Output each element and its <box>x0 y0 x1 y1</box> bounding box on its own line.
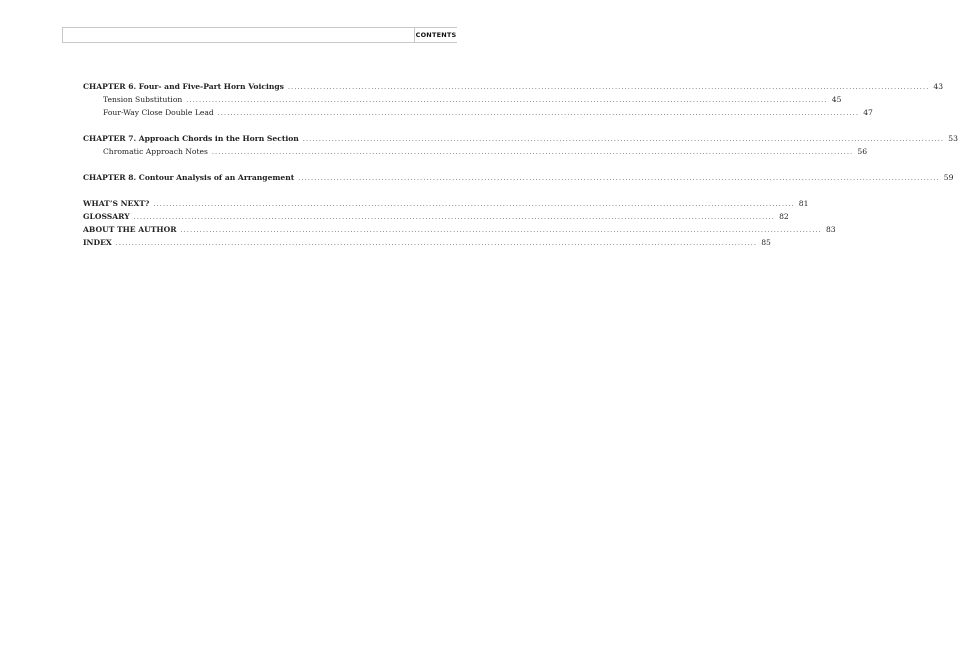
toc-entry[interactable] <box>83 132 958 145</box>
toc-entry-page: 56 <box>857 147 868 156</box>
spacer <box>83 184 417 197</box>
toc-entry-page: 83 <box>825 225 836 234</box>
toc-entry[interactable] <box>83 210 789 223</box>
toc-entry-page: 82 <box>779 212 789 221</box>
toc-subentry[interactable] <box>83 145 868 158</box>
table-of-contents <box>83 80 958 249</box>
dot-leader: ........................................................................................................................................................................................................ <box>133 214 776 221</box>
toc-entry-title: CHAPTER 8. Contour Analysis of an Arrangement <box>83 173 295 182</box>
toc-entry-page: 45 <box>831 95 842 104</box>
dot-leader: ........................................................................................................................................................................................................ <box>153 201 795 208</box>
toc-entry-title: Tension Substitution <box>103 95 183 104</box>
toc-entry[interactable] <box>83 223 836 236</box>
dot-leader: ........................................................................................................................................................................................................ <box>298 175 940 182</box>
section-tab-label: CONTENTS <box>414 27 457 43</box>
toc-entry-title: WHAT’S NEXT? <box>83 199 150 208</box>
spacer <box>83 158 417 171</box>
toc-entry-title: Chromatic Approach Notes <box>103 147 208 156</box>
toc-chapter-6 <box>83 80 944 119</box>
toc-entry[interactable] <box>83 171 954 184</box>
dot-leader: ........................................................................................................................................................................................................ <box>217 110 860 117</box>
toc-entry-page: 53 <box>948 134 958 143</box>
toc-entry-title: ABOUT THE AUTHOR <box>83 225 177 234</box>
dot-leader: ........................................................................................................................................................................................................ <box>211 149 854 156</box>
toc-entry-page: 81 <box>798 199 809 208</box>
toc-entry-title: Four-Way Close Double Lead <box>103 108 214 117</box>
toc-entry-page: 85 <box>761 238 771 247</box>
toc-chapter-8 <box>83 171 954 184</box>
toc-chapter-7 <box>83 132 958 158</box>
toc-entry-title: GLOSSARY <box>83 212 130 221</box>
toc-entry-page: 59 <box>943 173 954 182</box>
dot-leader: ........................................................................................................................................................................................................ <box>115 240 758 247</box>
running-header <box>62 27 457 43</box>
dot-leader: ........................................................................................................................................................................................................ <box>302 136 945 143</box>
dot-leader: ........................................................................................................................................................................................................ <box>180 227 822 234</box>
toc-entry-title: CHAPTER 7. Approach Chords in the Horn Section <box>83 134 299 143</box>
dot-leader: ........................................................................................................................................................................................................ <box>287 84 930 91</box>
toc-back-matter <box>83 197 836 249</box>
dot-leader: ........................................................................................................................................................................................................ <box>186 97 828 104</box>
toc-entry[interactable] <box>83 197 809 210</box>
toc-entry[interactable] <box>83 80 944 93</box>
toc-subentry[interactable] <box>83 93 842 106</box>
toc-entry-title: INDEX <box>83 238 112 247</box>
toc-entry-title: CHAPTER 6. Four- and Five-Part Horn Voicings <box>83 82 284 91</box>
toc-subentry[interactable] <box>83 106 873 119</box>
spacer <box>83 119 417 132</box>
toc-entry-page: 43 <box>933 82 944 91</box>
toc-entry[interactable] <box>83 236 771 249</box>
toc-entry-page: 47 <box>863 108 873 117</box>
